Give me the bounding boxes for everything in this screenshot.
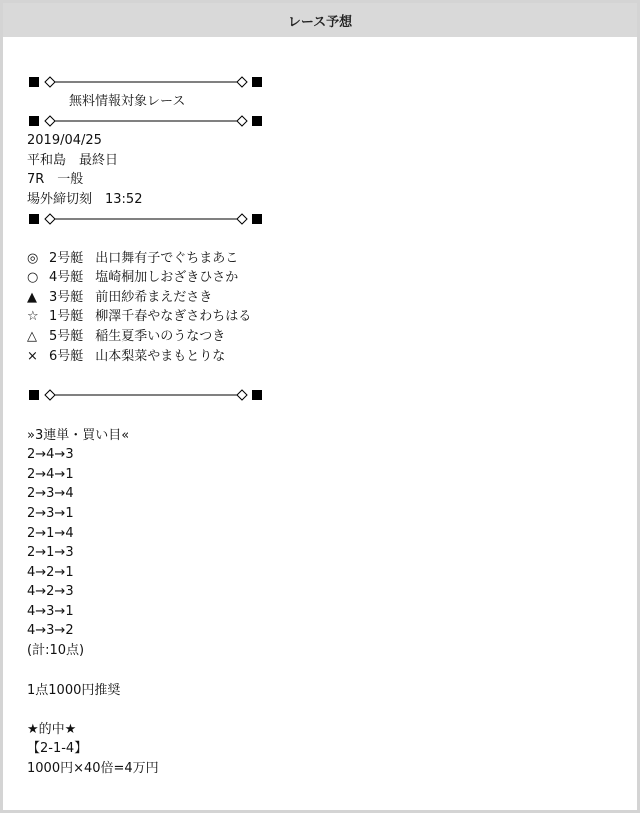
pick-row [27, 348, 225, 366]
pick-racer: 出口舞有子でぐちまあこ [95, 251, 239, 266]
pick-row [27, 308, 251, 326]
hit-combo: 【2-1-4】 [27, 741, 88, 756]
pick-racer: 塩崎桐加しおざきひさか [95, 270, 239, 285]
bet-combo: 2→4→3 [27, 447, 74, 462]
pick-mark: ◎ [27, 251, 39, 266]
bet-combo: 4→2→1 [27, 565, 74, 580]
pick-boat: 5号艇 [49, 329, 84, 344]
pick-mark: ○ [27, 270, 39, 285]
pick-row [27, 289, 212, 307]
race-name: 7R 一般 [27, 172, 84, 187]
pick-racer: 前田紗希まえださき [95, 290, 213, 305]
bet-combo: 2→3→1 [27, 506, 74, 521]
bets-title: »3連単・買い目« [27, 428, 130, 443]
bet-combo: 2→1→4 [27, 526, 74, 541]
pick-row [27, 269, 238, 287]
pick-mark: ▲ [27, 290, 37, 305]
divider [29, 389, 263, 401]
closing-time: 場外締切刻 13:52 [27, 192, 143, 207]
pick-mark: ☆ [27, 309, 39, 324]
bet-recommendation: 1点1000円推奨 [27, 683, 121, 698]
bet-combo: 2→3→4 [27, 486, 74, 501]
bet-combo: 4→3→2 [27, 623, 74, 638]
bet-combo: 2→4→1 [27, 467, 74, 482]
pick-racer: 柳澤千春やなぎさわちはる [95, 309, 252, 324]
pick-row [27, 250, 238, 268]
pick-boat: 4号艇 [49, 270, 84, 285]
pick-racer: 稲生夏季いのうなつき [95, 329, 226, 344]
panel-title: レース予想 [3, 3, 637, 37]
free-race-label: 無料情報対象レース [69, 94, 186, 109]
pick-mark: △ [27, 329, 37, 344]
bet-combo: 2→1→3 [27, 545, 74, 560]
bet-total: (計:10点) [27, 643, 85, 658]
pick-mark: × [27, 349, 38, 364]
hit-payout: 1000円×40倍=4万円 [27, 761, 159, 776]
race-date: 2019/04/25 [27, 133, 102, 148]
divider [29, 213, 263, 225]
pick-boat: 3号艇 [49, 290, 84, 305]
race-venue: 平和島 最終日 [27, 153, 119, 168]
pick-row [27, 328, 225, 346]
divider [29, 115, 263, 127]
hit-label: ★的中★ [27, 722, 77, 737]
bet-combo: 4→2→3 [27, 584, 74, 599]
pick-boat: 2号艇 [49, 251, 84, 266]
divider [29, 76, 263, 88]
pick-boat: 6号艇 [49, 349, 84, 364]
pick-boat: 1号艇 [49, 309, 84, 324]
bet-combo: 4→3→1 [27, 604, 74, 619]
pick-racer: 山本梨菜やまもとりな [95, 349, 226, 364]
